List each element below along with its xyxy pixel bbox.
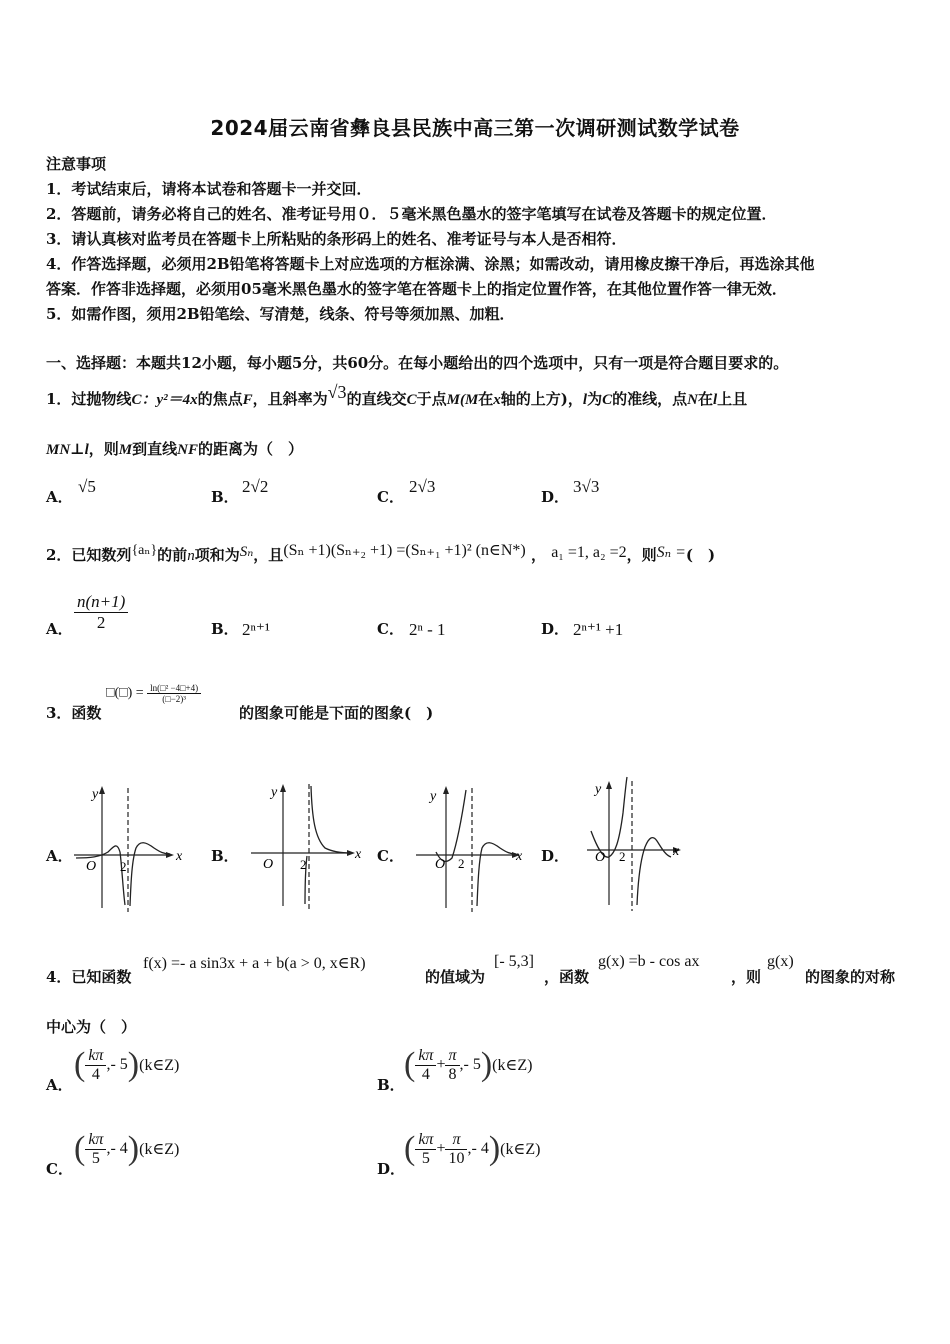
q4-range: [- 5,3]: [494, 953, 534, 970]
left-paren: (: [74, 1046, 86, 1083]
y-label: y: [430, 789, 437, 804]
q1-option-b-label[interactable]: B．: [211, 488, 239, 506]
q3-stem-b: 的图象可能是下面的图象( ): [239, 704, 434, 722]
domain-note: (k∈Z): [139, 1141, 180, 1158]
q1-text: 的距离为（ ）: [197, 440, 303, 458]
q3-formula-num: ln(□² −4□+4): [147, 683, 201, 694]
q3-formula: [106, 683, 201, 704]
origin-label: O: [263, 857, 274, 872]
q1-math: C: [406, 392, 417, 408]
q2-option-d-value: 2ⁿ⁺¹ +1: [573, 620, 624, 639]
two-label: 2: [458, 856, 465, 871]
notice-item-3: 3．请认真核对监考员在答题卡上所粘贴的条形码上的姓名、准考证号与本人是否相符．: [46, 230, 627, 248]
q1-math: F: [242, 392, 253, 408]
frac-num: kπ: [85, 1047, 106, 1066]
q4-gx: g(x): [767, 953, 794, 970]
q4-option-d-label[interactable]: D．: [377, 1160, 406, 1178]
notice-item-5: 5．如需作图，须用2B铅笔绘、写清楚，线条、符号等须加黑、加粗．: [46, 305, 515, 323]
domain-note: (k∈Z): [492, 1057, 533, 1074]
q3-graph-b: [243, 778, 368, 913]
page-title: 2024届云南省彝良县民族中高三第一次调研测试数学试卷: [210, 116, 740, 140]
right-paren: ): [127, 1130, 140, 1167]
y-label: y: [92, 787, 99, 802]
q2-text: ( ): [685, 546, 716, 564]
frac-num: kπ: [85, 1131, 106, 1150]
curve-right: [130, 843, 170, 906]
q3-option-c-label[interactable]: C．: [377, 847, 404, 865]
y-axis-arrow-icon: [443, 786, 449, 794]
q4-c-frac: [85, 1131, 106, 1168]
q4-option-b-label[interactable]: B．: [377, 1076, 405, 1094]
frac-den: 4: [421, 1065, 430, 1083]
q2-frac-den: 2: [96, 613, 106, 632]
q1-math: NF: [177, 442, 198, 458]
q1-math: MN⊥l: [46, 442, 89, 458]
x-label: x: [673, 844, 680, 859]
q1-text: 轴的上方)，: [500, 390, 583, 408]
q2-frac-num: n(n+1): [74, 592, 128, 613]
point-rest: ,- 4: [467, 1140, 489, 1157]
y-axis-arrow-icon: [280, 784, 286, 792]
q1-math: C：y²＝4x: [131, 392, 198, 408]
q3-graph-c: [408, 780, 533, 915]
y-axis-arrow-icon: [606, 781, 612, 789]
q1-math: l: [712, 392, 718, 408]
q2-option-c-label[interactable]: C．: [377, 620, 404, 638]
q4-b-frac2: [445, 1047, 459, 1084]
q1-text: 于点: [416, 390, 447, 408]
origin-label: O: [86, 859, 97, 874]
x-axis-arrow-icon: [166, 852, 174, 858]
q1-text: 在: [697, 390, 713, 408]
q1-text: 的直线交: [346, 390, 407, 408]
curve-right: [311, 786, 351, 853]
origin-label: O: [595, 850, 606, 865]
q2-option-b-label[interactable]: B．: [211, 620, 239, 638]
q4-stem-e: 的图象的对称: [805, 968, 896, 986]
domain-note: (k∈Z): [500, 1141, 541, 1158]
q4-d-frac2: [445, 1131, 467, 1168]
frac-num: π: [445, 1047, 459, 1066]
q3-graph-a: [70, 780, 190, 915]
frac-num: kπ: [415, 1131, 436, 1150]
left-paren: (: [404, 1130, 416, 1167]
q4-b-frac: [415, 1047, 436, 1084]
q4-d-frac: [415, 1131, 436, 1168]
q1-math: l: [582, 392, 588, 408]
right-paren: ): [480, 1046, 493, 1083]
q4-g-def: g(x) =b - cos ax: [598, 953, 700, 970]
point-rest: ,- 4: [106, 1140, 128, 1157]
q3-option-d-label[interactable]: D．: [541, 847, 570, 865]
q1-slope: √3: [327, 382, 347, 402]
frac-den: 5: [91, 1149, 100, 1167]
q3-stem-a: 3．函数: [46, 704, 102, 722]
two-label: 2: [619, 849, 626, 864]
q4-stem-a: 4．已知函数: [46, 968, 132, 986]
q1-text: 1．过抛物线: [46, 390, 132, 408]
left-paren: (: [74, 1130, 86, 1167]
q1-option-c-value: 2√3: [409, 477, 436, 496]
q4-stem-b: 的值域为: [425, 968, 486, 986]
q1-text: 上且: [717, 390, 748, 408]
q1-option-d-label[interactable]: D．: [541, 488, 570, 506]
x-label: x: [516, 849, 523, 864]
notice-item-4-cont: 答案．作答非选择题，必须用05毫米黑色墨水的签字笔在答题卡上的指定位置作答，在其他位置作答一律无效．: [46, 280, 787, 298]
right-paren: ): [488, 1130, 501, 1167]
q1-option-a-value: √5: [78, 477, 96, 496]
notice-heading: 注意事项: [46, 155, 107, 173]
q1-text: 到直线: [132, 440, 178, 458]
q2-option-c-value: 2ⁿ - 1: [409, 620, 446, 639]
q4-option-a-label[interactable]: A．: [46, 1076, 73, 1094]
two-label: 2: [300, 857, 307, 872]
q2-equation: (Sₙ +1)(Sₙ₊₂ +1) =(Sₙ₊₁ +1)² (n∈N*): [283, 542, 526, 559]
x-label: x: [176, 849, 183, 864]
y-axis-arrow-icon: [99, 786, 105, 794]
q4-stem-c: ，函数: [544, 968, 590, 986]
q2-math: n: [187, 548, 195, 564]
q4-f-def: f(x) =- a sin3x + a + b(a > 0, x∈R): [143, 955, 366, 972]
q2-math: Sₙ =: [656, 544, 686, 561]
q1-math: C: [602, 392, 613, 408]
q2-math: Sₙ: [239, 544, 254, 560]
q2-option-a-fraction: [74, 592, 128, 633]
q4-stem-line2: 中心为（ ）: [46, 1018, 137, 1036]
q4-option-a-value: [74, 1046, 179, 1084]
q2-initial: a₁ =1, a₂ =2: [551, 544, 627, 561]
point-rest: ,- 5: [459, 1056, 481, 1073]
q2-sequence: {aₙ}: [131, 543, 158, 558]
q4-a-frac: [85, 1047, 106, 1084]
q1-option-d-value: 3√3: [573, 477, 600, 496]
frac-den: 8: [448, 1065, 457, 1083]
curve-right: [477, 843, 516, 906]
q2-stem: 2．已知数列{aₙ}的前n项和为Sₙ，且(Sₙ +1)(Sₙ₊₂ +1) =(Sₙ₊₁ +1)² (n∈N*) ， a₁ =1, a₂ =2，则Sₙ =( ): [46, 542, 716, 564]
q2-option-a-value: [74, 592, 128, 633]
q4-option-c-label[interactable]: C．: [46, 1160, 73, 1178]
q1-text: ，且斜率为: [252, 390, 328, 408]
q4-option-b-value: [404, 1046, 532, 1084]
q3-formula-lhs: □(□) =: [106, 685, 144, 701]
q3-formula-fraction: [147, 683, 201, 704]
frac-num: π: [445, 1131, 467, 1150]
q4-option-d-value: [404, 1130, 540, 1168]
frac-den: 5: [421, 1149, 430, 1167]
curve-left: [436, 790, 466, 861]
q1-stem-line1: [46, 382, 748, 409]
q1-text: ，则: [88, 440, 119, 458]
q1-option-c-label[interactable]: C．: [377, 488, 404, 506]
right-paren: ): [127, 1046, 140, 1083]
q4-stem-d: ，则: [731, 968, 762, 986]
notice-item-1: 1．考试结束后，请将本试卷和答题卡一并交回．: [46, 180, 372, 198]
origin-label: O: [435, 857, 446, 872]
q1-text: 的准线，点: [612, 390, 688, 408]
q3-graph-d: [583, 773, 693, 918]
q1-math: M: [118, 442, 133, 458]
y-label: y: [595, 782, 602, 797]
q2-option-a-label[interactable]: A．: [46, 620, 73, 638]
frac-den: 10: [448, 1149, 465, 1167]
domain-note: (k∈Z): [139, 1057, 180, 1074]
q1-stem-line2: [46, 438, 303, 459]
y-label: y: [271, 785, 278, 800]
q4-option-c-value: [74, 1130, 179, 1168]
point-rest: ,- 5: [106, 1056, 128, 1073]
q2-text: 2．已知数列: [46, 546, 132, 564]
q1-text: 为: [587, 390, 603, 408]
notice-item-2: 2．答题前，请务必将自己的姓名、准考证号用０．５毫米黑色墨水的签字笔填写在试卷及答题卡的规定位置．: [46, 205, 777, 223]
plus-sign: +: [436, 1056, 446, 1073]
x-label: x: [355, 847, 362, 862]
q1-math: N: [687, 392, 698, 408]
curve-right: [637, 838, 671, 905]
frac-num: kπ: [415, 1047, 436, 1066]
q2-text: 项和为: [194, 546, 240, 564]
q1-text: 在: [478, 390, 494, 408]
frac-den: 4: [91, 1065, 100, 1083]
q1-math: M(M: [446, 392, 479, 408]
q2-option-d-label[interactable]: D．: [541, 620, 570, 638]
q1-option-a-label[interactable]: A．: [46, 488, 73, 506]
two-label: 2: [120, 859, 127, 874]
left-paren: (: [404, 1046, 416, 1083]
q2-text: 的前: [157, 546, 188, 564]
q1-math: x: [493, 392, 501, 408]
q2-text: ，则: [626, 546, 657, 564]
q3-option-b-label[interactable]: B．: [211, 847, 239, 865]
q1-text: 的焦点: [197, 390, 243, 408]
q1-option-b-value: 2√2: [242, 477, 269, 496]
q3-formula-den: (□−2)³: [162, 694, 186, 704]
q3-option-a-label[interactable]: A．: [46, 847, 73, 865]
q2-option-b-value: 2ⁿ⁺¹: [242, 620, 270, 639]
plus-sign: +: [436, 1140, 446, 1157]
section-heading: 一、选择题：本题共12小题，每小题5分，共60分。在每小题给出的四个选项中，只有一项是符合题目要求的。: [46, 354, 789, 372]
notice-item-4: 4．作答选择题，必须用2B铅笔将答题卡上对应选项的方框涂满、涂黑；如需改动，请用橡皮擦干净后，再选涂其他: [46, 255, 815, 273]
q2-text: ，且: [253, 546, 284, 564]
